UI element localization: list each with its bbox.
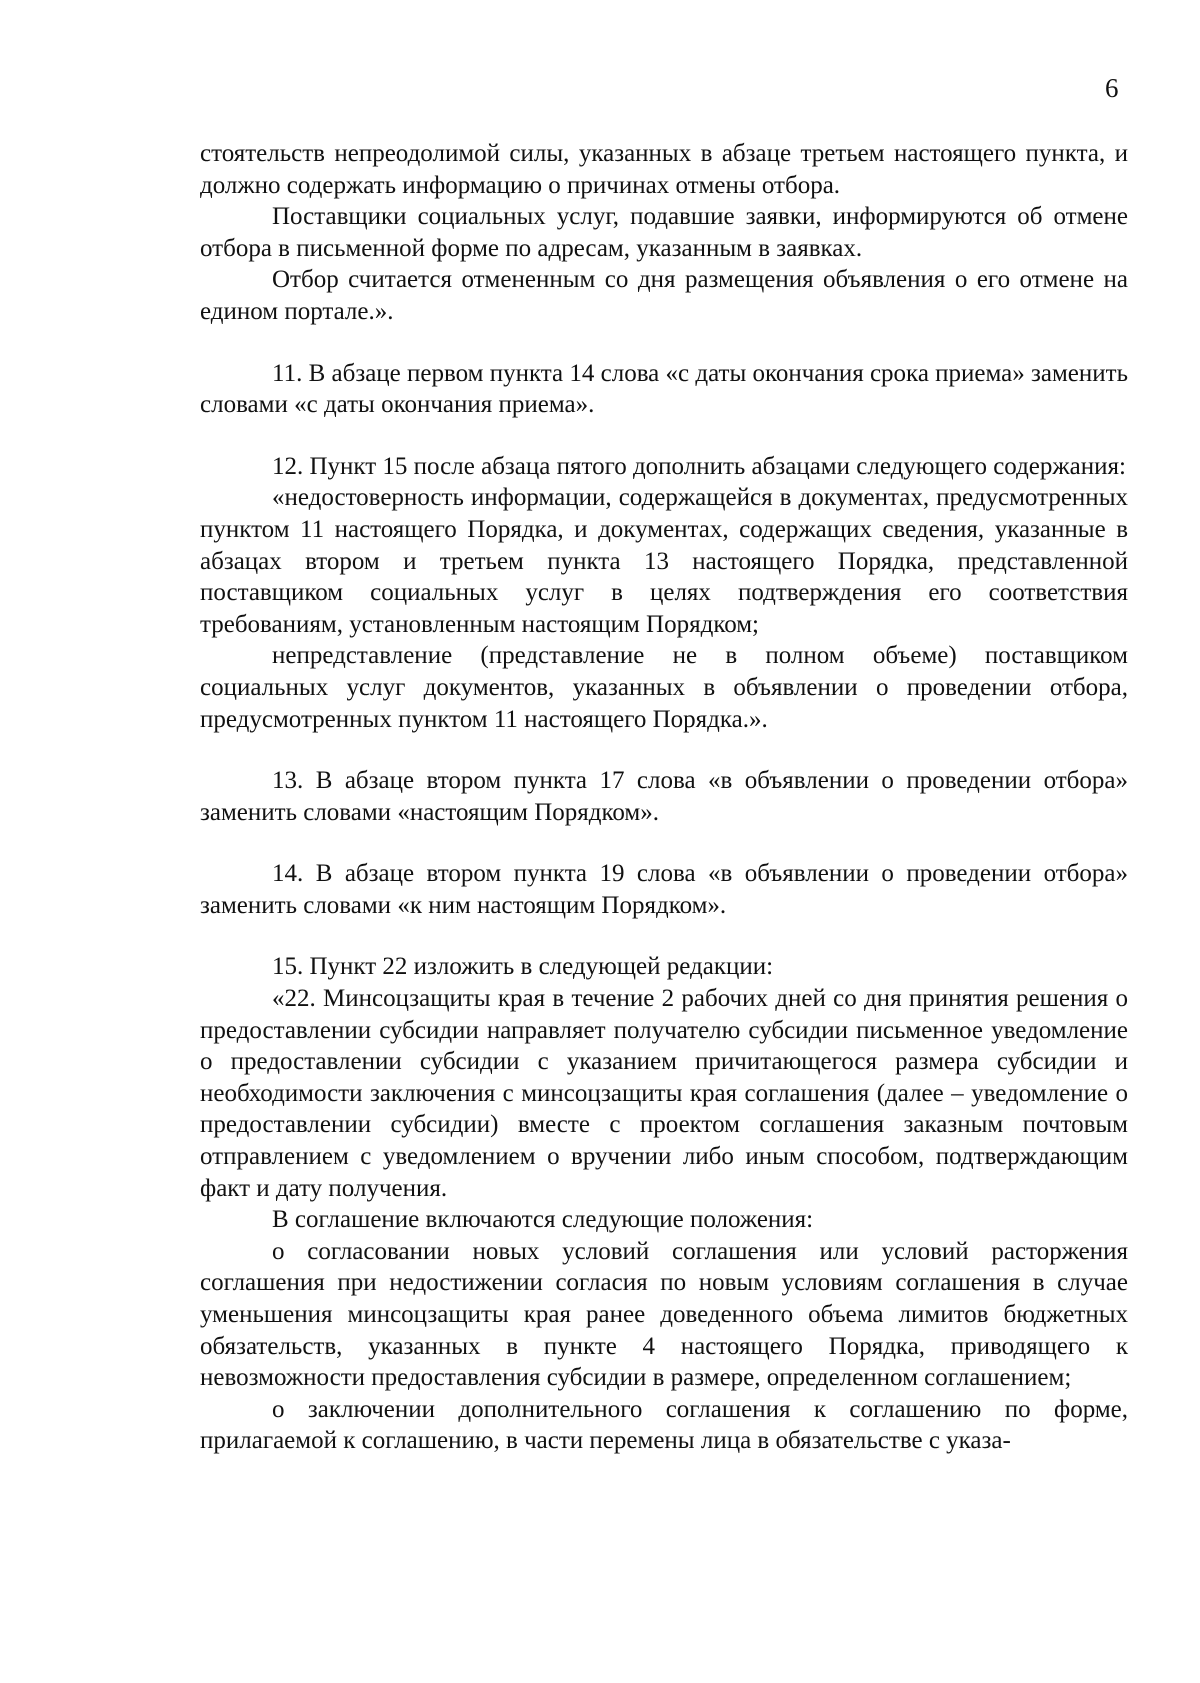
paragraph-selection-cancelled: Отбор считается отмененным со дня размещения объявления о его отмене на едином портале.». <box>200 266 1128 325</box>
paragraph-suppliers-notice: Поставщики социальных услуг, подавшие заявки, информируются об отмене отбора в письменной форме по адресам, указанным в заявках. <box>200 203 1128 262</box>
paragraph-item-12: 12. Пункт 15 после абзаца пятого дополнить абзацами следующего содержания: <box>272 452 1126 480</box>
paragraph-new-conditions: о согласовании новых условий соглашения или условий расторжения соглашения при недостижении согласия по новым условиям соглашения в случае уменьшения минсоцзащиты края ранее доведенного объема лимитов бюджетных обязательств, указанных в пункте 4 настоящего Порядка, приводящего к невозможности предоставления субсидии в размере, определенном соглашением; <box>200 1237 1128 1392</box>
paragraph-continuation: стоятельств непреодолимой силы, указанных в абзаце третьем настоящего пункта, и должно содержать информацию о причинах отмены отбора. <box>200 140 1128 199</box>
paragraph-non-submission: непредставление (представление не в полном объеме) поставщиком социальных услуг документов, указанных в объявлении о проведении отбора, предусмотренных пунктом 11 настоящего Порядка.». <box>200 642 1128 733</box>
paragraph-additional-agreement: о заключении дополнительного соглашения к соглашению по форме, прилагаемой к соглашению, в части перемены лица в обязательстве с указа- <box>200 1395 1128 1455</box>
document-body <box>200 138 1128 1457</box>
paragraph-item-14: 14. В абзаце втором пункта 19 слова «в объявлении о проведении отбора» заменить словами «к ним настоящим Порядком». <box>200 860 1128 919</box>
page-number: 6 <box>1105 73 1119 103</box>
paragraph-agreement-provisions: В соглашение включаются следующие положения: <box>272 1206 814 1234</box>
paragraph-item-13: 13. В абзаце втором пункта 17 слова «в объявлении о проведении отбора» заменить словами «настоящим Порядком». <box>200 767 1128 826</box>
paragraph-item-11: 11. В абзаце первом пункта 14 слова «с даты окончания срока приема» заменить словами «с даты окончания приема». <box>200 359 1128 419</box>
paragraph-item-15: 15. Пункт 22 изложить в следующей редакции: <box>272 953 774 981</box>
paragraph-clause-22: «22. Минсоцзащиты края в течение 2 рабочих дней со дня принятия решения о предоставлении субсидии направляет получателю субсидии письменное уведомление о предоставлении субсидии с указанием причитающегося размера субсидии и необходимости заключения с минсоцзащиты края соглашения (далее – уведомление о предоставлении субсидии) вместе с проектом соглашения заказным почтовым отправлением с уведомлением о вручении либо иным способом, подтверждающим факт и дату получения. <box>200 985 1128 1202</box>
paragraph-unreliable-info: «недостоверность информации, содержащейся в документах, предусмотренных пунктом 11 настоящего Порядка, и документах, содержащих сведения, указанные в абзацах втором и третьем пункта 13 настоящего Порядка, представленной поставщиком социальных услуг в целях подтверждения его соответствия требованиям, установленным настоящим Порядком; <box>200 484 1128 638</box>
